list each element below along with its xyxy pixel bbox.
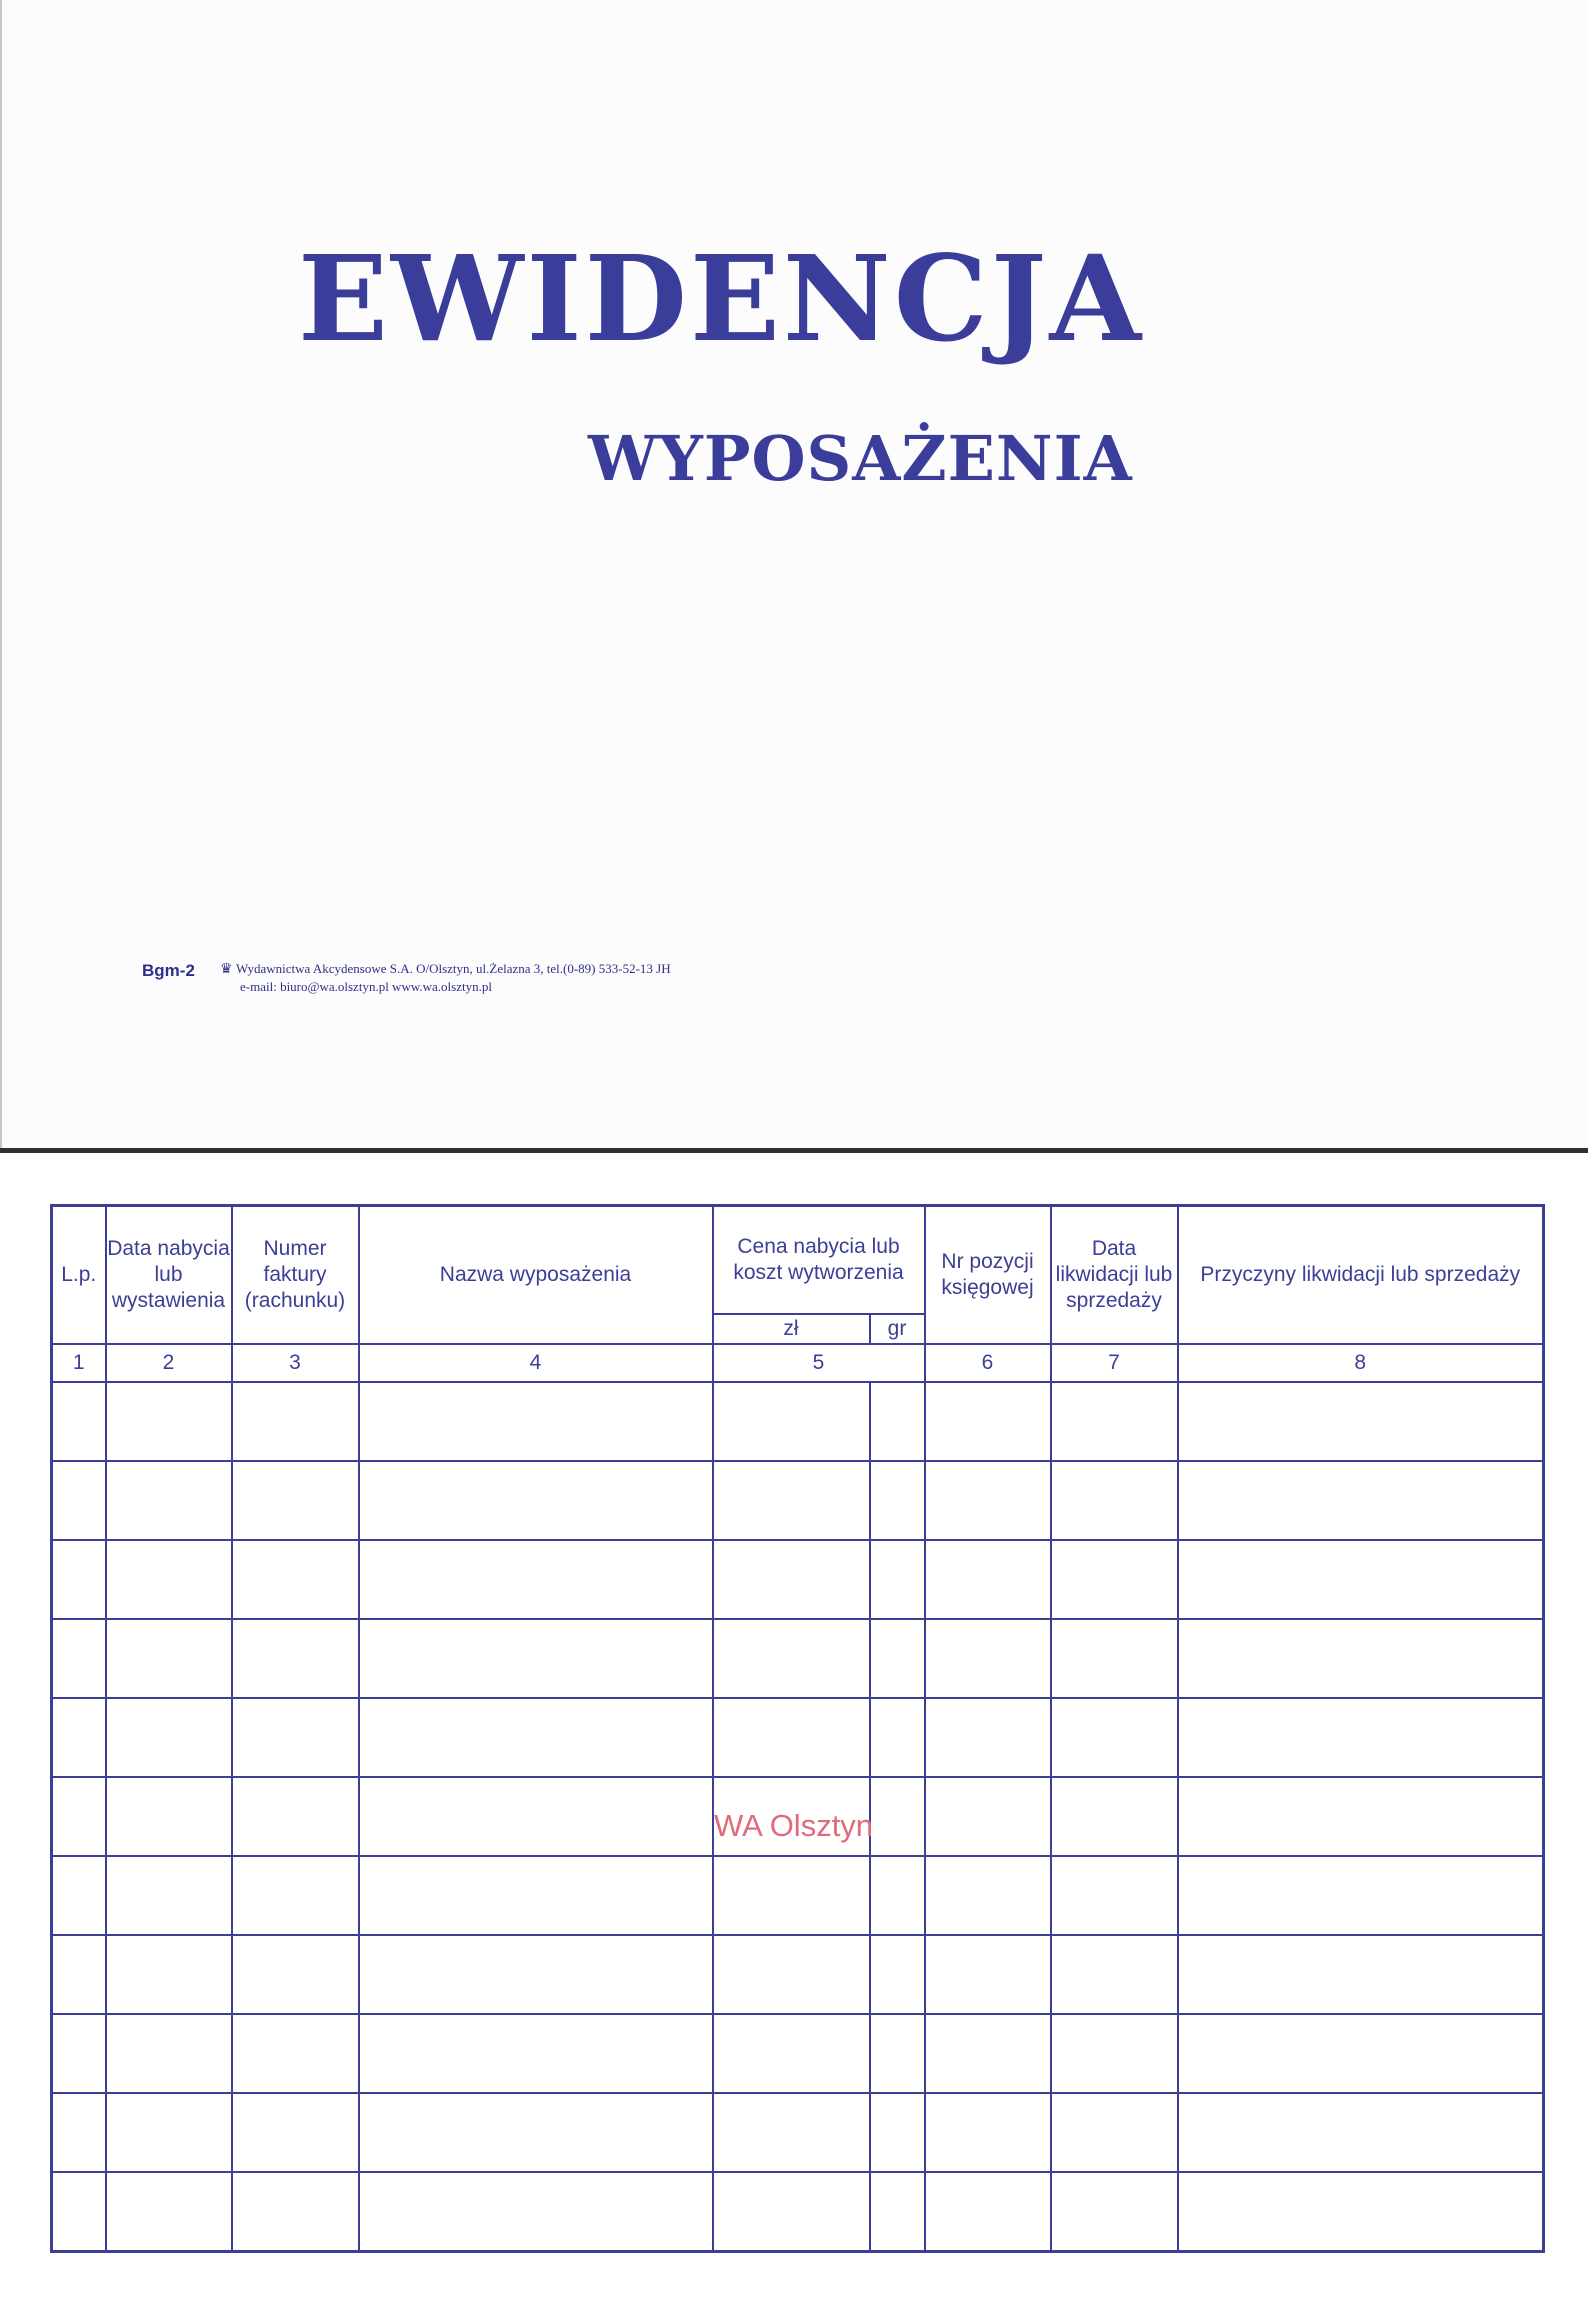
table-cell[interactable] — [1178, 1935, 1544, 2014]
column-number: 7 — [1051, 1344, 1178, 1382]
table-row — [52, 2093, 1544, 2172]
header-data-nabycia: Data nabycia lub wystawienia — [106, 1206, 232, 1345]
cover-title: EWIDENCJA — [298, 229, 1145, 368]
table-cell[interactable] — [713, 1619, 870, 1698]
table-row — [52, 1619, 1544, 1698]
publisher-contact: e-mail: biuro@wa.olsztyn.pl www.wa.olsztyn.pl — [240, 979, 492, 994]
table-cell[interactable] — [925, 2014, 1051, 2093]
table-cell[interactable] — [713, 2093, 870, 2172]
table-cell[interactable] — [232, 2093, 359, 2172]
table-cell[interactable] — [713, 1935, 870, 2014]
table-cell[interactable] — [106, 1619, 232, 1698]
table-row — [52, 2014, 1544, 2093]
table-cell[interactable] — [359, 1856, 713, 1935]
header-przyczyny: Przyczyny likwidacji lub sprzedaży — [1178, 1206, 1544, 1345]
table-cell[interactable] — [106, 1461, 232, 1540]
table-cell[interactable] — [359, 1935, 713, 2014]
table-cell[interactable] — [232, 1777, 359, 1856]
column-number: 2 — [106, 1344, 232, 1382]
table-cell[interactable] — [52, 1935, 106, 2014]
table-cell[interactable] — [870, 1935, 925, 2014]
table-cell[interactable] — [232, 1698, 359, 1777]
table-cell[interactable] — [52, 1856, 106, 1935]
table-cell[interactable] — [359, 1619, 713, 1698]
publisher-info — [220, 960, 671, 995]
table-cell[interactable] — [232, 2014, 359, 2093]
table-cell[interactable] — [232, 2172, 359, 2252]
column-number: 4 — [359, 1344, 713, 1382]
table-row — [52, 1698, 1544, 1777]
table-cell[interactable] — [1178, 2014, 1544, 2093]
table-cell[interactable] — [359, 1540, 713, 1619]
column-number: 5 — [713, 1344, 925, 1382]
table-row — [52, 1856, 1544, 1935]
table-cell[interactable] — [1051, 1698, 1178, 1777]
table-cell[interactable] — [1178, 1461, 1544, 1540]
table-row — [52, 1382, 1544, 1461]
table-cell[interactable] — [925, 2172, 1051, 2252]
table-cell[interactable] — [106, 1856, 232, 1935]
table-cell[interactable] — [1051, 2172, 1178, 2252]
table-cell[interactable] — [232, 1461, 359, 1540]
table-cell[interactable] — [359, 1382, 713, 1461]
table-cell[interactable] — [870, 1619, 925, 1698]
table-cell[interactable] — [870, 1461, 925, 1540]
table-cell[interactable] — [925, 1619, 1051, 1698]
table-cell[interactable] — [925, 1777, 1051, 1856]
ledger-table — [50, 1204, 1545, 2253]
header-gr: gr — [870, 1314, 925, 1344]
header-lp: L.p. — [52, 1206, 106, 1345]
table-cell[interactable] — [52, 1698, 106, 1777]
table-cell[interactable] — [1051, 2093, 1178, 2172]
table-cell[interactable] — [1051, 1540, 1178, 1619]
form-code: Bgm-2 — [142, 961, 195, 980]
table-cell[interactable] — [1051, 1935, 1178, 2014]
table-cell[interactable] — [359, 1777, 713, 1856]
table-cell[interactable] — [870, 1856, 925, 1935]
table-cell[interactable] — [52, 2172, 106, 2252]
table-row — [52, 1540, 1544, 1619]
table-cell[interactable] — [1178, 1382, 1544, 1461]
header-data-likwidacji: Data likwidacji lub sprzedaży — [1051, 1206, 1178, 1345]
table-cell[interactable] — [106, 1777, 232, 1856]
publisher-address: Wydawnictwa Akcydensowe S.A. O/Olsztyn, ul.Żelazna 3, tel.(0-89) 533-52-13 JH — [236, 961, 671, 976]
table-row — [52, 2172, 1544, 2252]
table-cell[interactable] — [232, 1382, 359, 1461]
column-number: 6 — [925, 1344, 1051, 1382]
table-cell[interactable] — [232, 1619, 359, 1698]
header-nazwa: Nazwa wyposażenia — [359, 1206, 713, 1345]
table-cell[interactable] — [1178, 1777, 1544, 1856]
table-cell[interactable] — [106, 1698, 232, 1777]
table-cell[interactable] — [1051, 1619, 1178, 1698]
table-cell[interactable] — [106, 1540, 232, 1619]
table-cell[interactable] — [1178, 1619, 1544, 1698]
header-cena: Cena nabycia lub koszt wytworzenia — [713, 1206, 925, 1315]
table-cell[interactable] — [870, 2172, 925, 2252]
table-cell[interactable] — [870, 1382, 925, 1461]
table-cell[interactable] — [713, 1382, 870, 1461]
table-cell[interactable] — [359, 2014, 713, 2093]
table-cell[interactable] — [232, 1935, 359, 2014]
table-cell[interactable] — [1051, 1382, 1178, 1461]
table-cell[interactable] — [925, 1856, 1051, 1935]
crown-logo-icon: ♛ — [220, 962, 233, 977]
table-cell[interactable] — [359, 2172, 713, 2252]
table-cell[interactable] — [52, 2014, 106, 2093]
table-cell[interactable] — [870, 2093, 925, 2172]
table-cell[interactable] — [106, 1382, 232, 1461]
cover-subtitle: WYPOSAŻENIA — [588, 422, 1133, 495]
table-cell[interactable] — [52, 1777, 106, 1856]
table-cell[interactable] — [713, 2172, 870, 2252]
column-number: 8 — [1178, 1344, 1544, 1382]
table-row — [52, 1461, 1544, 1540]
table-cell[interactable] — [925, 2093, 1051, 2172]
table-cell[interactable] — [870, 1698, 925, 1777]
table-cell[interactable] — [1178, 1540, 1544, 1619]
table-cell[interactable] — [713, 1540, 870, 1619]
header-nr-pozycji: Nr pozycji księgowej — [925, 1206, 1051, 1345]
table-cell[interactable] — [713, 1856, 870, 1935]
table-cell[interactable] — [106, 2172, 232, 2252]
table-cell[interactable] — [232, 1540, 359, 1619]
header-numer-faktury: Numer faktury (rachunku) — [232, 1206, 359, 1345]
table-cell[interactable] — [1051, 1777, 1178, 1856]
table-cell[interactable] — [52, 2093, 106, 2172]
table-cell[interactable] — [925, 1698, 1051, 1777]
table-cell[interactable] — [870, 1777, 925, 1856]
table-cell[interactable] — [1051, 2014, 1178, 2093]
table-cell[interactable] — [106, 1935, 232, 2014]
header-zl: zł — [713, 1314, 870, 1344]
table-cell[interactable] — [1178, 1856, 1544, 1935]
table-cell[interactable] — [1178, 2093, 1544, 2172]
table-cell[interactable] — [925, 1935, 1051, 2014]
table-cell[interactable] — [1178, 1698, 1544, 1777]
table-row — [52, 1935, 1544, 2014]
table-cell[interactable] — [52, 1540, 106, 1619]
table-cell[interactable] — [713, 1461, 870, 1540]
column-number: 3 — [232, 1344, 359, 1382]
table-cell[interactable] — [870, 2014, 925, 2093]
watermark-text: WA Olsztyn — [714, 1808, 874, 1843]
table-cell[interactable] — [925, 1382, 1051, 1461]
table-cell[interactable] — [106, 2093, 232, 2172]
table-cell[interactable] — [713, 1698, 870, 1777]
table-cell[interactable] — [359, 1461, 713, 1540]
table-cell[interactable] — [1051, 1461, 1178, 1540]
cover-page — [0, 0, 1588, 1148]
table-cell[interactable] — [359, 1698, 713, 1777]
table-cell[interactable] — [1178, 2172, 1544, 2252]
table-cell[interactable] — [359, 2093, 713, 2172]
table-cell[interactable] — [870, 1540, 925, 1619]
table-cell[interactable] — [52, 1382, 106, 1461]
column-number: 1 — [52, 1344, 106, 1382]
table-cell[interactable] — [106, 2014, 232, 2093]
column-number-row — [52, 1344, 1544, 1382]
table-cell[interactable] — [925, 1461, 1051, 1540]
table-cell[interactable] — [1051, 1856, 1178, 1935]
table-cell[interactable] — [232, 1856, 359, 1935]
table-cell[interactable] — [52, 1461, 106, 1540]
table-cell[interactable] — [925, 1540, 1051, 1619]
table-cell[interactable] — [713, 2014, 870, 2093]
table-cell[interactable] — [52, 1619, 106, 1698]
